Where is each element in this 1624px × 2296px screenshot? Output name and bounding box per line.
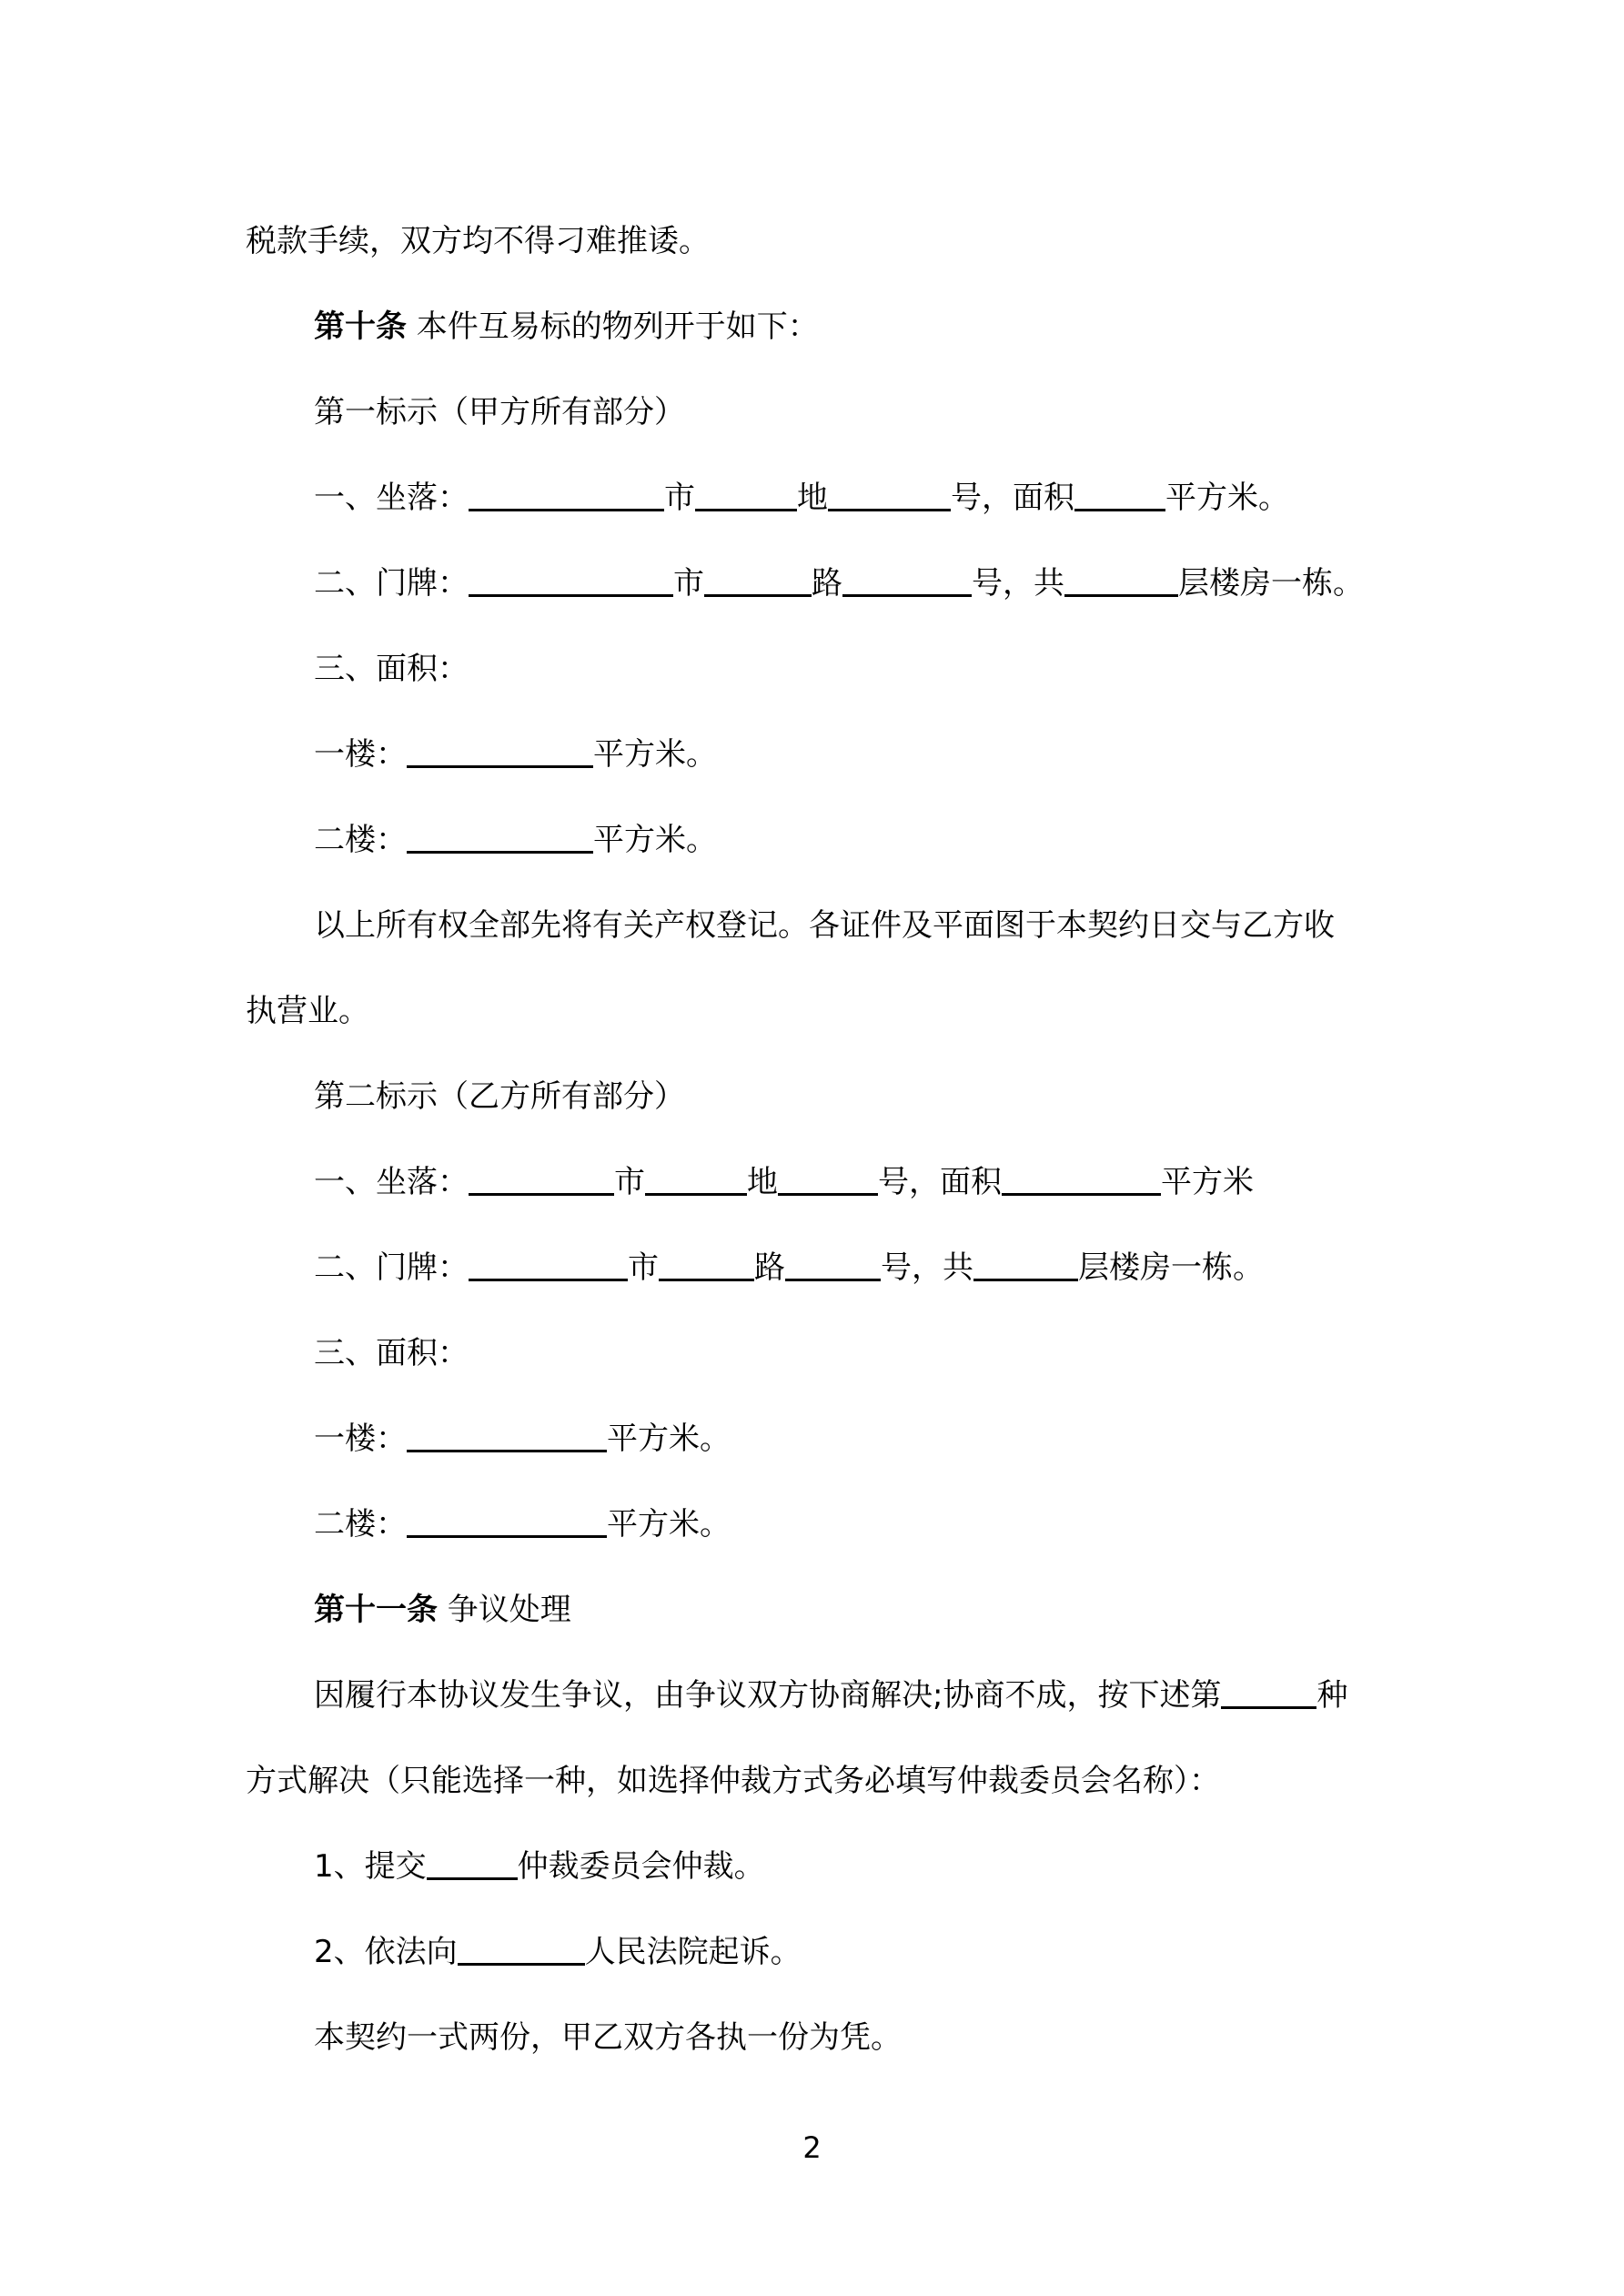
text-run: 人民法院起诉。 — [584, 1934, 802, 1970]
text-run: 一、坐落： — [314, 480, 469, 516]
blank-field — [659, 1273, 754, 1281]
text-run: 一楼： — [314, 736, 407, 773]
text-run: 因履行本协议发生争议，由争议双方协商解决;协商不成，按下述第 — [314, 1677, 1222, 1714]
text-run: 路 — [754, 1249, 785, 1286]
blank-field — [469, 589, 673, 597]
text-run: 以上所有权全部先将有关产权登记。各证件及平面图于本契约日交与乙方收 — [314, 907, 1335, 944]
text-run: 二楼： — [314, 1506, 407, 1542]
text-run: 二、门牌： — [314, 1249, 469, 1286]
text-run: 平方米。 — [607, 1506, 731, 1542]
label-mark-two — [246, 1054, 1392, 1139]
text-run: 二、门牌： — [314, 565, 469, 602]
text-run: 一、坐落： — [314, 1164, 469, 1200]
blank-field — [407, 1530, 607, 1538]
blank-field — [469, 1273, 628, 1281]
text-run: 市 — [614, 1164, 645, 1200]
heading-article-eleven — [246, 1567, 1392, 1653]
text-run: 本件互易标的物列开于如下： — [407, 308, 819, 345]
blank-field — [469, 1188, 614, 1196]
label-mark-one — [246, 369, 1392, 455]
text-run: 本契约一式两份，甲乙双方各执一份为凭。 — [314, 2019, 902, 2056]
item-arbitration — [246, 1824, 1392, 1909]
blank-field — [407, 845, 593, 854]
item-court — [246, 1909, 1392, 1995]
line-b-location — [246, 1139, 1392, 1225]
page-number: 2 — [802, 2130, 822, 2165]
text-run: 争议处理 — [438, 1592, 571, 1628]
text-run: 平方米。 — [593, 822, 717, 858]
text-run: 号，面积 — [951, 480, 1074, 516]
text-run: 层楼房一栋。 — [1178, 565, 1364, 602]
document-body — [246, 198, 1392, 2080]
para-copies — [246, 1995, 1392, 2080]
para-registration-1 — [246, 883, 1392, 968]
blank-field — [1064, 589, 1178, 597]
text-run: 第二标示（乙方所有部分） — [314, 1078, 685, 1115]
text-run: 平方米。 — [607, 1421, 731, 1457]
text-run: 平方米 — [1161, 1164, 1254, 1200]
para-tax-clause — [246, 198, 1392, 284]
blank-field — [1221, 1701, 1316, 1709]
line-a-doorplate — [246, 541, 1392, 626]
heading-article-ten — [246, 284, 1392, 369]
text-run: 地 — [747, 1164, 778, 1200]
para-dispute-1 — [246, 1653, 1392, 1738]
blank-field — [469, 503, 664, 511]
text-run: 税款手续，双方均不得刁难推诿。 — [246, 223, 710, 259]
text-run: 市 — [628, 1249, 659, 1286]
bold-text-run: 第十一条 — [314, 1592, 438, 1628]
line-a-area-label — [246, 626, 1392, 712]
text-run: 种 — [1316, 1677, 1348, 1714]
text-run: 第一标示（甲方所有部分） — [314, 394, 685, 430]
text-run: 号，共 — [881, 1249, 973, 1286]
line-b-doorplate — [246, 1225, 1392, 1310]
blank-field — [1002, 1188, 1161, 1196]
bold-text-run: 第十条 — [314, 308, 407, 345]
text-run: 平方米。 — [1165, 480, 1289, 516]
blank-field — [645, 1188, 747, 1196]
blank-field — [1074, 503, 1165, 511]
line-a-location — [246, 455, 1392, 541]
blank-field — [407, 1444, 607, 1452]
blank-field — [785, 1273, 881, 1281]
blank-field — [427, 1872, 518, 1880]
line-a-floor2 — [246, 797, 1392, 883]
text-run: 层楼房一栋。 — [1078, 1249, 1264, 1286]
blank-field — [778, 1188, 878, 1196]
text-run: 方式解决（只能选择一种，如选择仲裁方式务必填写仲裁委员会名称）： — [246, 1763, 1220, 1799]
blank-field — [842, 589, 972, 597]
line-b-area-label — [246, 1310, 1392, 1396]
text-run: 号，共 — [972, 565, 1064, 602]
text-run: 路 — [812, 565, 842, 602]
text-run: 三、面积： — [314, 651, 469, 687]
text-run: 号，面积 — [878, 1164, 1002, 1200]
blank-field — [458, 1957, 585, 1966]
text-run: 二楼： — [314, 822, 407, 858]
blank-field — [973, 1273, 1078, 1281]
blank-field — [695, 503, 797, 511]
text-run: 三、面积： — [314, 1335, 469, 1371]
text-run: 一楼： — [314, 1421, 407, 1457]
line-a-floor1 — [246, 712, 1392, 797]
text-run: 1、提交 — [314, 1848, 427, 1885]
text-run: 平方米。 — [593, 736, 717, 773]
blank-field — [704, 589, 812, 597]
text-run: 执营业。 — [246, 993, 369, 1029]
line-b-floor1 — [246, 1396, 1392, 1482]
text-run: 2、依法向 — [314, 1934, 458, 1970]
blank-field — [828, 503, 951, 511]
para-dispute-2 — [246, 1738, 1392, 1824]
text-run: 地 — [797, 480, 828, 516]
para-registration-2 — [246, 968, 1392, 1054]
text-run: 仲裁委员会仲裁。 — [517, 1848, 765, 1885]
blank-field — [407, 760, 593, 768]
line-b-floor2 — [246, 1482, 1392, 1567]
text-run: 市 — [673, 565, 704, 602]
text-run: 市 — [664, 480, 695, 516]
